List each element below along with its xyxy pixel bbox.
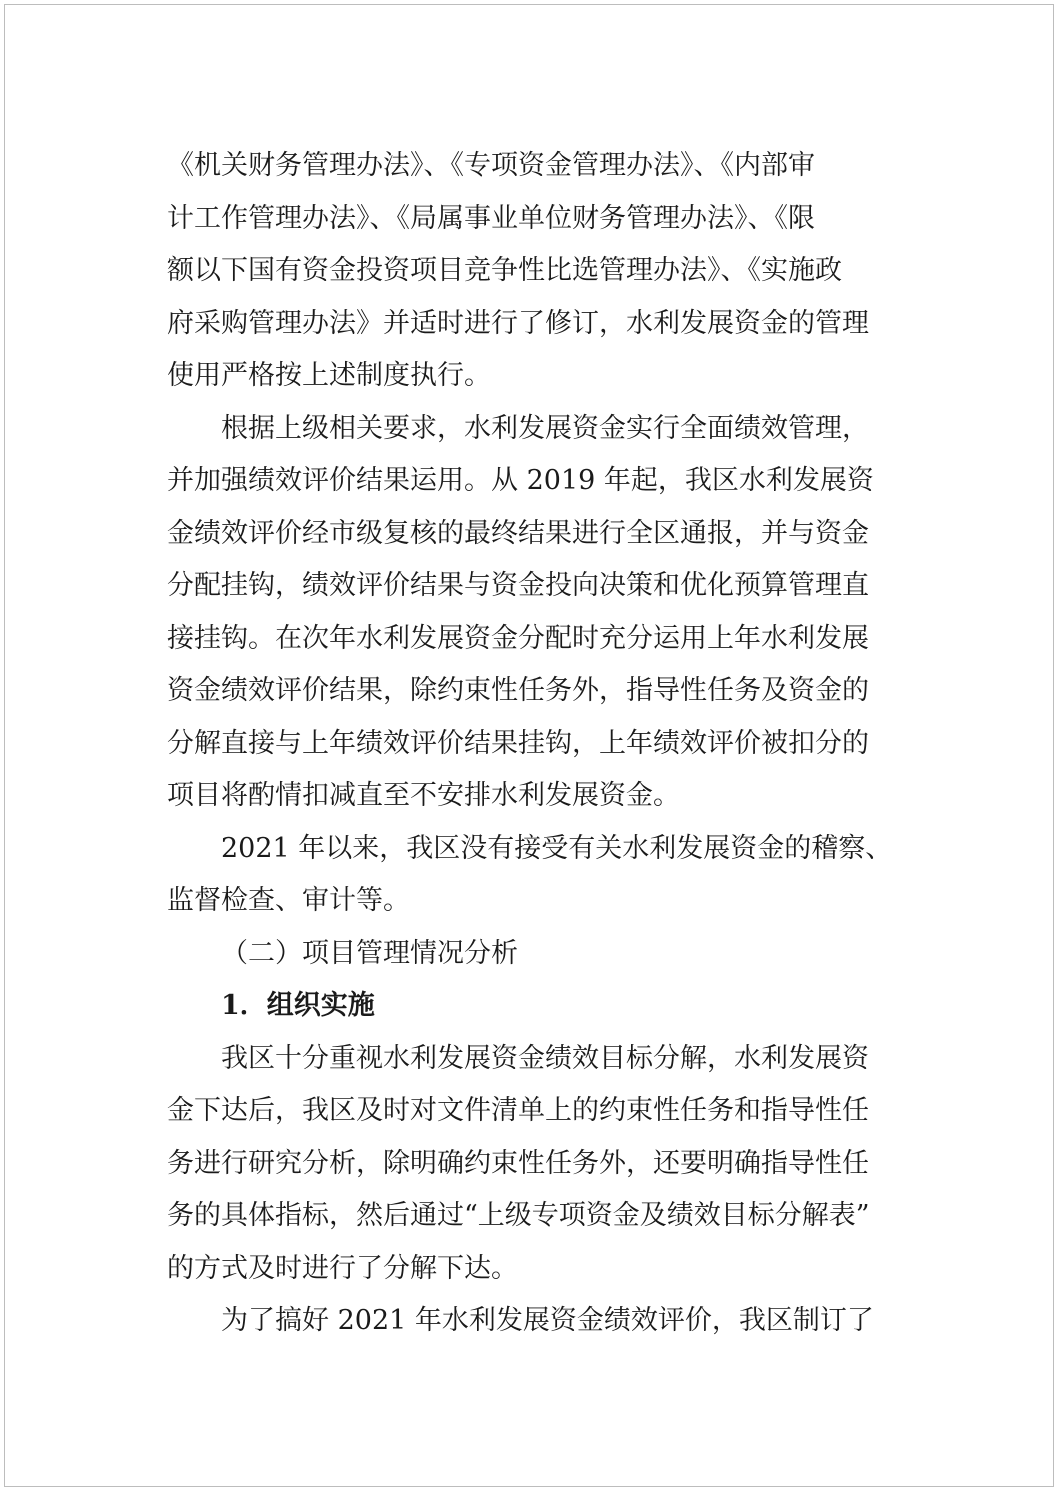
text-line: 2021 年以来，我区没有接受有关水利发展资金的稽察、 [221, 832, 893, 864]
text-line: 并加强绩效评价结果运用。从 2019 年起，我区水利发展资 [167, 465, 874, 496]
text-line: 额以下国有资金投资项目竞争性比选管理办法》、《实施政 [167, 255, 842, 286]
paragraph-audit [167, 823, 895, 928]
text-line: 的方式及时进行了分解下达。 [167, 1252, 518, 1284]
text-line: 务进行研究分析，除明确约束性任务外，还要明确指导性任 [167, 1147, 869, 1179]
text-line: 分配挂钩，绩效评价结果与资金投向决策和优化预算管理直 [167, 570, 869, 601]
text-line: 项目将酌情扣减直至不安排水利发展资金。 [167, 780, 680, 811]
section-heading: （二）项目管理情况分析 [221, 937, 518, 969]
text-line: 《机关财务管理办法》、《专项资金管理办法》、《内部审 [167, 150, 815, 181]
paragraph-performance-management [167, 403, 895, 823]
text-line: 监督检查、审计等。 [167, 885, 410, 916]
text-line: 根据上级相关要求，水利发展资金实行全面绩效管理， [221, 412, 869, 444]
text-line: 务的具体指标，然后通过“上级专项资金及绩效目标分解表” [167, 1200, 870, 1231]
text-line: 金绩效评价经市级复核的最终结果进行全区通报，并与资金 [167, 517, 869, 549]
text-line: 接挂钩。在次年水利发展资金分配时充分运用上年水利发展 [167, 622, 869, 654]
text-line: 我区十分重视水利发展资金绩效目标分解，水利发展资 [221, 1042, 869, 1074]
text-line: 计工作管理办法》、《局属事业单位财务管理办法》、《限 [167, 202, 815, 234]
paragraph-target-decomposition [167, 1033, 895, 1296]
text-line: 资金绩效评价结果，除约束性任务外，指导性任务及资金的 [167, 675, 869, 706]
text-line: 为了搞好 2021 年水利发展资金绩效评价，我区制订了 [221, 1305, 874, 1336]
paragraph-regulations [167, 140, 895, 403]
text-line: 府采购管理办法》并适时进行了修订，水利发展资金的管理 [167, 307, 869, 339]
text-line: 金下达后，我区及时对文件清单上的约束性任务和指导性任 [167, 1095, 869, 1126]
paragraph-evaluation-2021 [167, 1295, 895, 1348]
subsection-heading: 1．组织实施 [221, 990, 375, 1021]
text-line: 分解直接与上年绩效评价结果挂钩，上年绩效评价被扣分的 [167, 727, 869, 759]
document-body [167, 140, 895, 1348]
text-line: 使用严格按上述制度执行。 [167, 360, 491, 391]
